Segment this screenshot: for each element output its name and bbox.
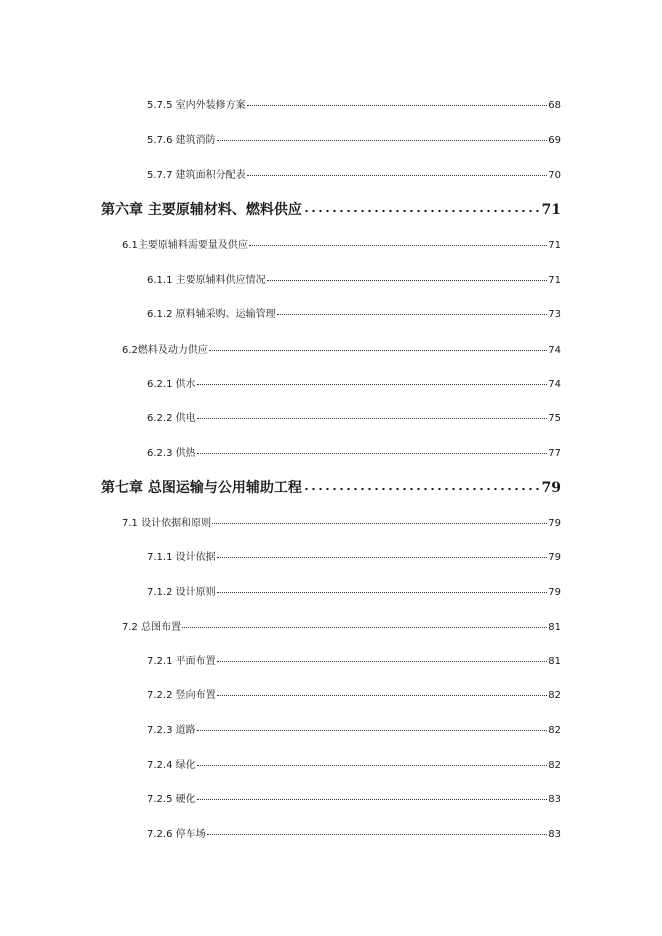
toc-page-number: 83	[548, 794, 561, 805]
toc-page-number: 70	[548, 170, 561, 181]
toc-chapter-label: 第七章 总图运输与公用辅助工程	[101, 480, 302, 496]
toc-entry-7-2-1[interactable]	[147, 652, 561, 667]
dot-leader	[217, 661, 548, 662]
toc-page-number: 73	[548, 309, 561, 320]
toc-entry-label: 6.1.2 原料辅采购、运输管理	[147, 309, 276, 320]
dot-leader	[182, 627, 547, 628]
toc-entry-7-2-4[interactable]	[147, 756, 561, 771]
toc-chapter-label: 第六章 主要原辅材料、燃料供应	[101, 202, 302, 218]
dot-leader	[209, 350, 547, 351]
dot-leader	[197, 453, 548, 454]
toc-chapter-6[interactable]	[101, 199, 561, 219]
toc-entry-7-1-1[interactable]	[147, 548, 561, 563]
toc-entry-label: 7.1.1 设计依据	[147, 552, 216, 563]
toc-page-number: 81	[548, 622, 561, 633]
toc-entry-label: 5.7.7 建筑面积分配表	[147, 170, 246, 181]
dot-leader	[217, 140, 548, 141]
toc-page-number: 82	[548, 690, 561, 701]
dot-leader	[197, 730, 548, 731]
toc-page-number: 82	[548, 725, 561, 736]
toc-entry-7-2-2[interactable]	[147, 686, 561, 701]
toc-entry-label: 7.2 总图布置	[122, 622, 182, 633]
toc-entry-label: 7.2.4 绿化	[147, 760, 196, 771]
toc-entry-5-7-7[interactable]	[147, 166, 561, 181]
toc-page-number: 74	[548, 379, 561, 390]
toc-page-number: 71	[548, 275, 561, 286]
toc-entry-6-1-1[interactable]	[147, 271, 561, 286]
dot-leader	[267, 280, 548, 281]
toc-page-number: 74	[548, 345, 561, 356]
toc-entry-label: 7.2.2 竖向布置	[147, 690, 216, 701]
toc-entry-6-1-2[interactable]	[147, 305, 561, 320]
toc-entry-7-2-6[interactable]	[147, 825, 561, 840]
dot-leader	[197, 765, 548, 766]
toc-entry-5-7-5[interactable]	[147, 96, 561, 111]
toc-entry-label: 6.2.3 供热	[147, 448, 196, 459]
dot-leader	[303, 487, 541, 491]
toc-page-number: 69	[548, 135, 561, 146]
dot-leader	[212, 523, 547, 524]
toc-entry-label: 6.2.2 供电	[147, 413, 196, 424]
dot-leader	[217, 592, 548, 593]
toc-page-number: 79	[541, 480, 561, 496]
toc-entry-label: 7.2.3 道路	[147, 725, 196, 736]
toc-entry-label: 7.1 设计依据和原则	[122, 518, 212, 529]
toc-page-number: 82	[548, 760, 561, 771]
toc-entry-label: 7.2.5 硬化	[147, 794, 196, 805]
dot-leader	[249, 245, 547, 246]
toc-chapter-7[interactable]	[101, 477, 561, 497]
dot-leader	[207, 834, 548, 835]
toc-page-number: 77	[548, 448, 561, 459]
toc-page-number: 79	[548, 587, 561, 598]
toc-entry-label: 6.1.1 主要原辅料供应情况	[147, 275, 266, 286]
toc-entry-label: 7.1.2 设计原则	[147, 587, 216, 598]
toc-entry-6-2[interactable]	[122, 341, 561, 356]
toc-page-number: 79	[548, 518, 561, 529]
toc-entry-label: 5.7.5 室内外装修方案	[147, 100, 246, 111]
toc-entry-label: 6.2燃料及动力供应	[122, 345, 208, 356]
toc-entry-label: 6.2.1 供水	[147, 379, 196, 390]
toc-entry-7-2[interactable]	[122, 618, 561, 633]
toc-entry-label: 7.2.1 平面布置	[147, 656, 216, 667]
toc-page-number: 79	[548, 552, 561, 563]
dot-leader	[197, 418, 548, 419]
toc-page-number: 68	[548, 100, 561, 111]
dot-leader	[197, 384, 548, 385]
dot-leader	[217, 557, 548, 558]
dot-leader	[277, 314, 548, 315]
dot-leader	[247, 175, 548, 176]
toc-entry-6-2-3[interactable]	[147, 444, 561, 459]
toc-page-number: 75	[548, 413, 561, 424]
toc-page-number: 71	[548, 240, 561, 251]
dot-leader	[197, 799, 548, 800]
toc-entry-7-2-5[interactable]	[147, 790, 561, 805]
toc-entry-6-2-2[interactable]	[147, 409, 561, 424]
toc-entry-6-2-1[interactable]	[147, 375, 561, 390]
toc-page-number: 71	[541, 202, 561, 218]
toc-entry-label: 7.2.6 停车场	[147, 829, 206, 840]
dot-leader	[303, 209, 541, 213]
toc-entry-7-2-3[interactable]	[147, 721, 561, 736]
toc-page-number: 81	[548, 656, 561, 667]
toc-entry-5-7-6[interactable]	[147, 131, 561, 146]
dot-leader	[247, 105, 548, 106]
toc-entry-7-1[interactable]	[122, 514, 561, 529]
dot-leader	[217, 695, 548, 696]
toc-entry-label: 6.1主要原辅料需要量及供应	[122, 240, 248, 251]
toc-entry-label: 5.7.6 建筑消防	[147, 135, 216, 146]
toc-entry-6-1[interactable]	[122, 236, 561, 251]
toc-entry-7-1-2[interactable]	[147, 583, 561, 598]
toc-page-number: 83	[548, 829, 561, 840]
